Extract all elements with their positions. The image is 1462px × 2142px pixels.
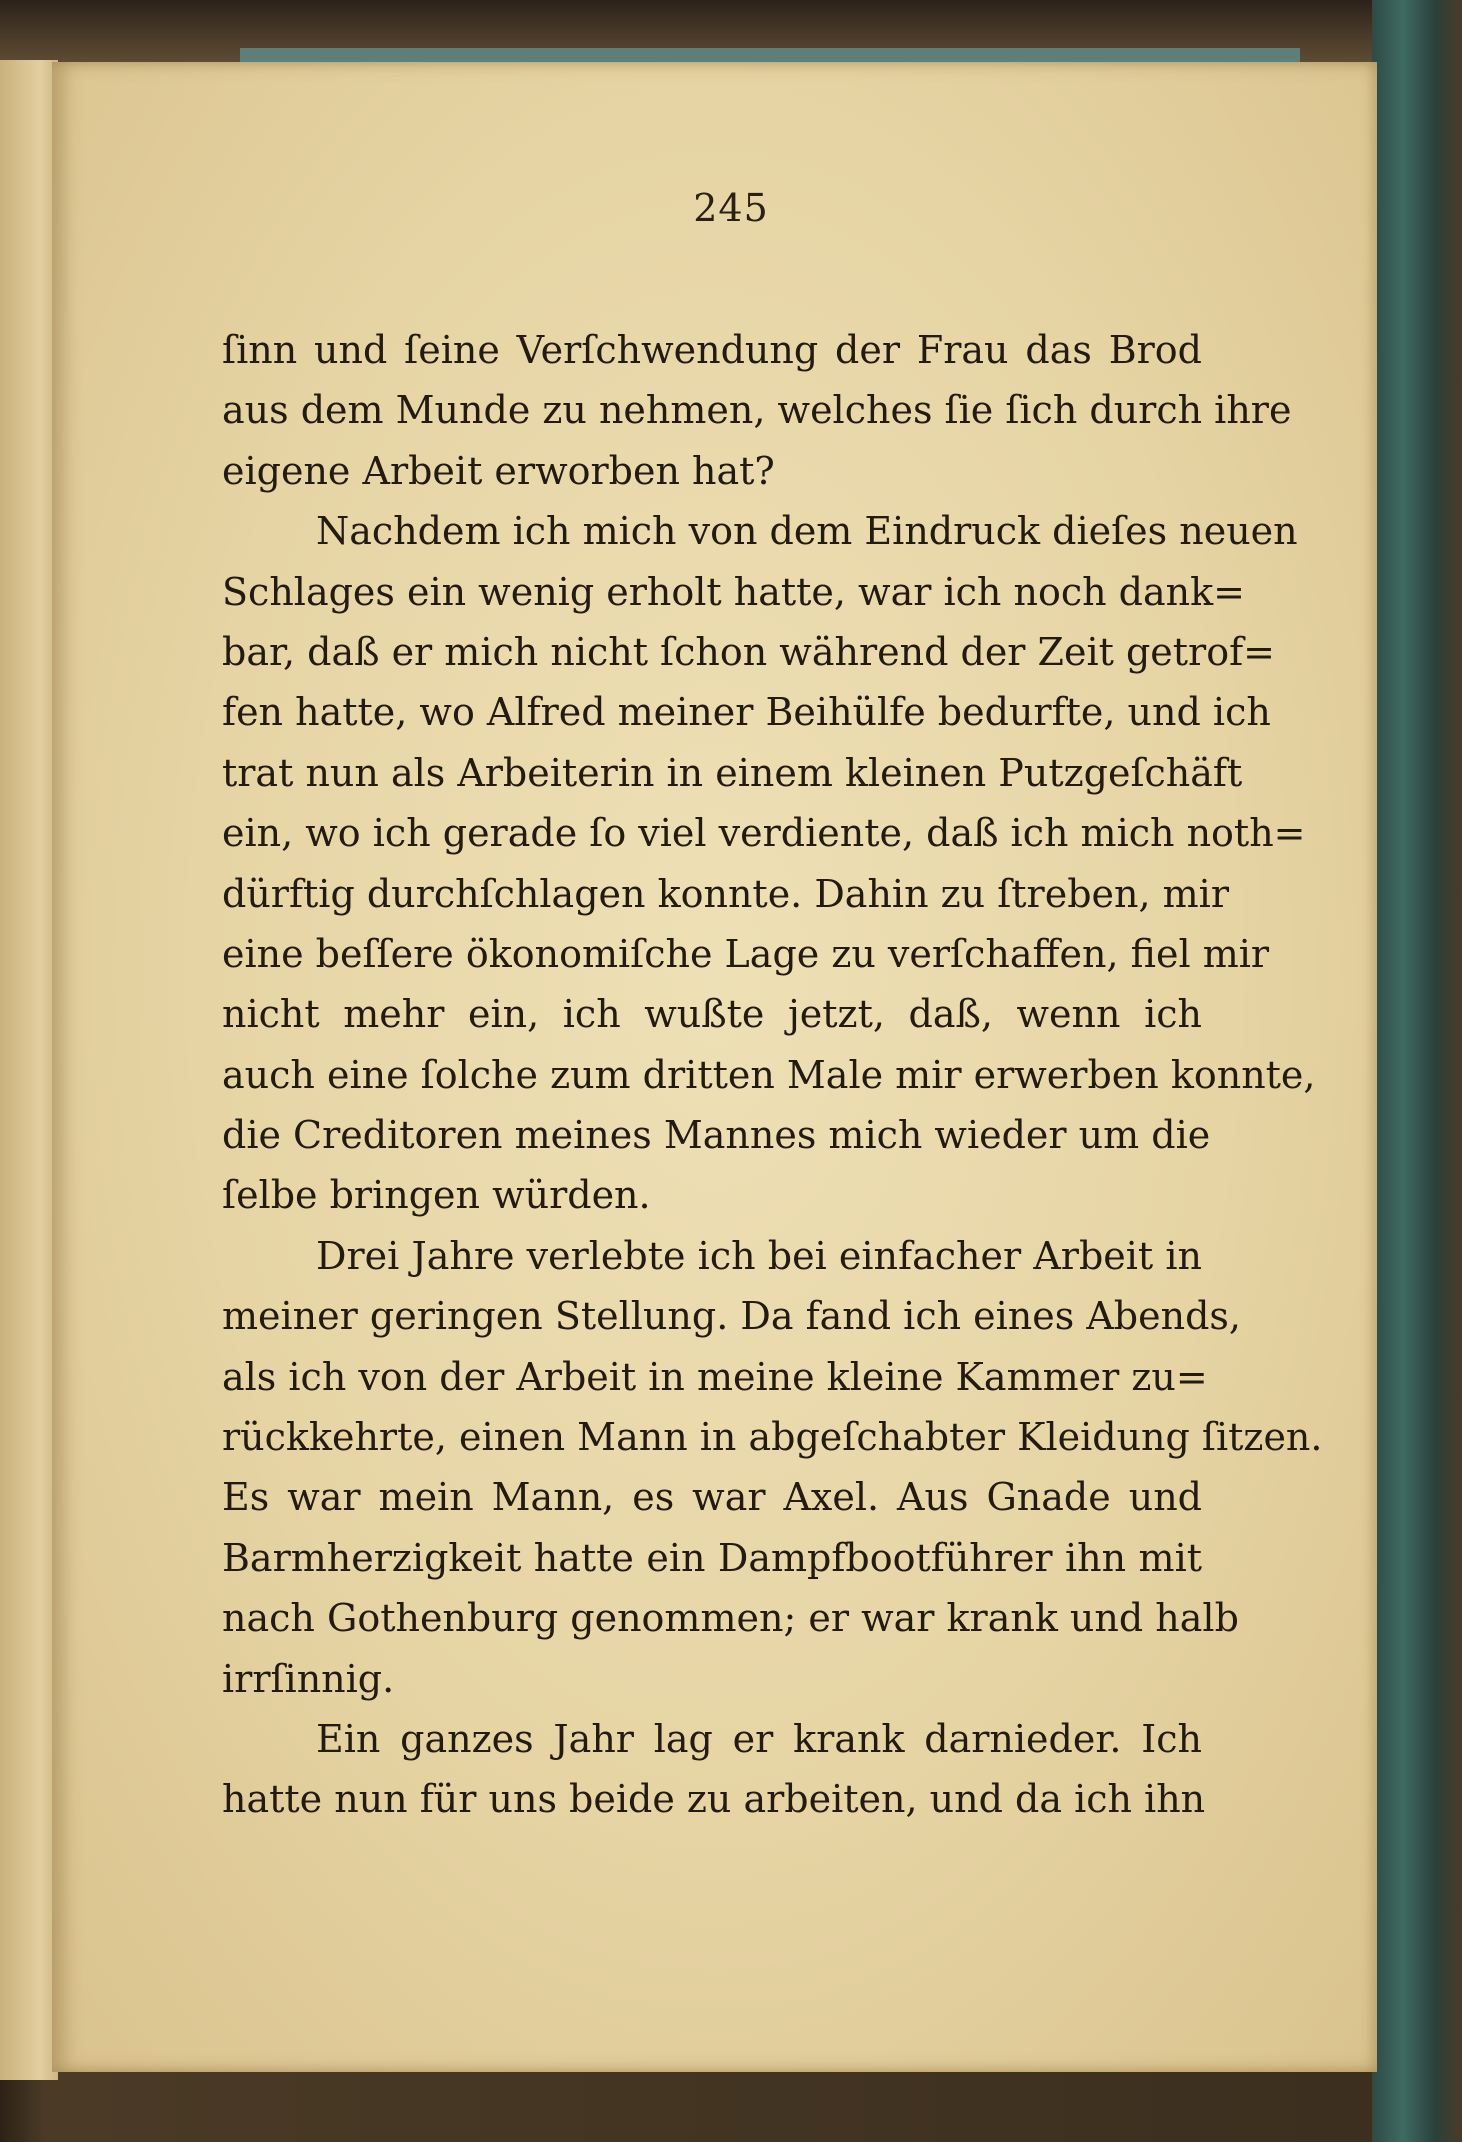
text-line: irrſinnig. [222, 1656, 395, 1701]
text-line: Nachdem ich mich von dem Eindruck dieſes neuen [316, 509, 1298, 554]
text-line: trat nun als Arbeiterin in einem kleinen Putzgeſchäft [222, 750, 1243, 795]
text-line: ſelbe bringen würden. [222, 1173, 651, 1218]
text-line: Barmherzigkeit hatte ein Dampfbootführer ihn mit [222, 1535, 1202, 1580]
book-cover-right-edge [1372, 0, 1462, 2142]
page-number: 245 [693, 186, 769, 230]
text-line: eine beſſere ökonomiſche Lage zu verſchaffen, fiel mir [222, 931, 1270, 976]
page-text [222, 320, 1323, 1830]
text-line: auch eine ſolche zum dritten Male mir erwerben konnte, [222, 1052, 1316, 1097]
text-line: nicht mehr ein, ich wußte jetzt, daß, wenn ich [222, 992, 1202, 1037]
text-line: dürftig durchſchlagen konnte. Dahin zu ſtreben, mir [222, 871, 1229, 916]
text-line: eigene Arbeit erworben hat? [222, 448, 775, 493]
text-line: Schlages ein wenig erholt hatte, war ich noch dank= [222, 569, 1245, 614]
text-line: die Creditoren meines Mannes mich wieder um die [222, 1113, 1211, 1158]
text-line: Ein ganzes Jahr lag er krank darnieder. Ich [316, 1716, 1202, 1761]
text-line: rückkehrte, einen Mann in abgeſchabter Kleidung ſitzen. [222, 1415, 1323, 1460]
left-page-edge [0, 60, 58, 2080]
text-line: ein, wo ich gerade ſo viel verdiente, daß ich mich noth= [222, 811, 1306, 856]
text-line: ſinn und ſeine Verſchwendung der Frau das Brod [222, 328, 1202, 372]
text-line: Es war mein Mann, es war Axel. Aus Gnade und [222, 1475, 1202, 1520]
text-line: meiner geringen Stellung. Da fand ich eines Abends, [222, 1294, 1241, 1339]
text-line: bar, daß er mich nicht ſchon während der Zeit getrof= [222, 629, 1275, 674]
text-line: Drei Jahre verlebte ich bei einfacher Arbeit in [316, 1233, 1202, 1278]
text-line: nach Gothenburg genommen; er war krank und halb [222, 1596, 1239, 1641]
text-line: hatte nun für uns beide zu arbeiten, und da ich ihn [222, 1777, 1206, 1822]
text-line: fen hatte, wo Alfred meiner Beihülfe bedurfte, und ich [222, 690, 1271, 735]
text-line: als ich von der Arbeit in meine kleine Kammer zu= [222, 1354, 1208, 1399]
text-line: aus dem Munde zu nehmen, welches ſie ſich durch ihre [222, 388, 1292, 433]
